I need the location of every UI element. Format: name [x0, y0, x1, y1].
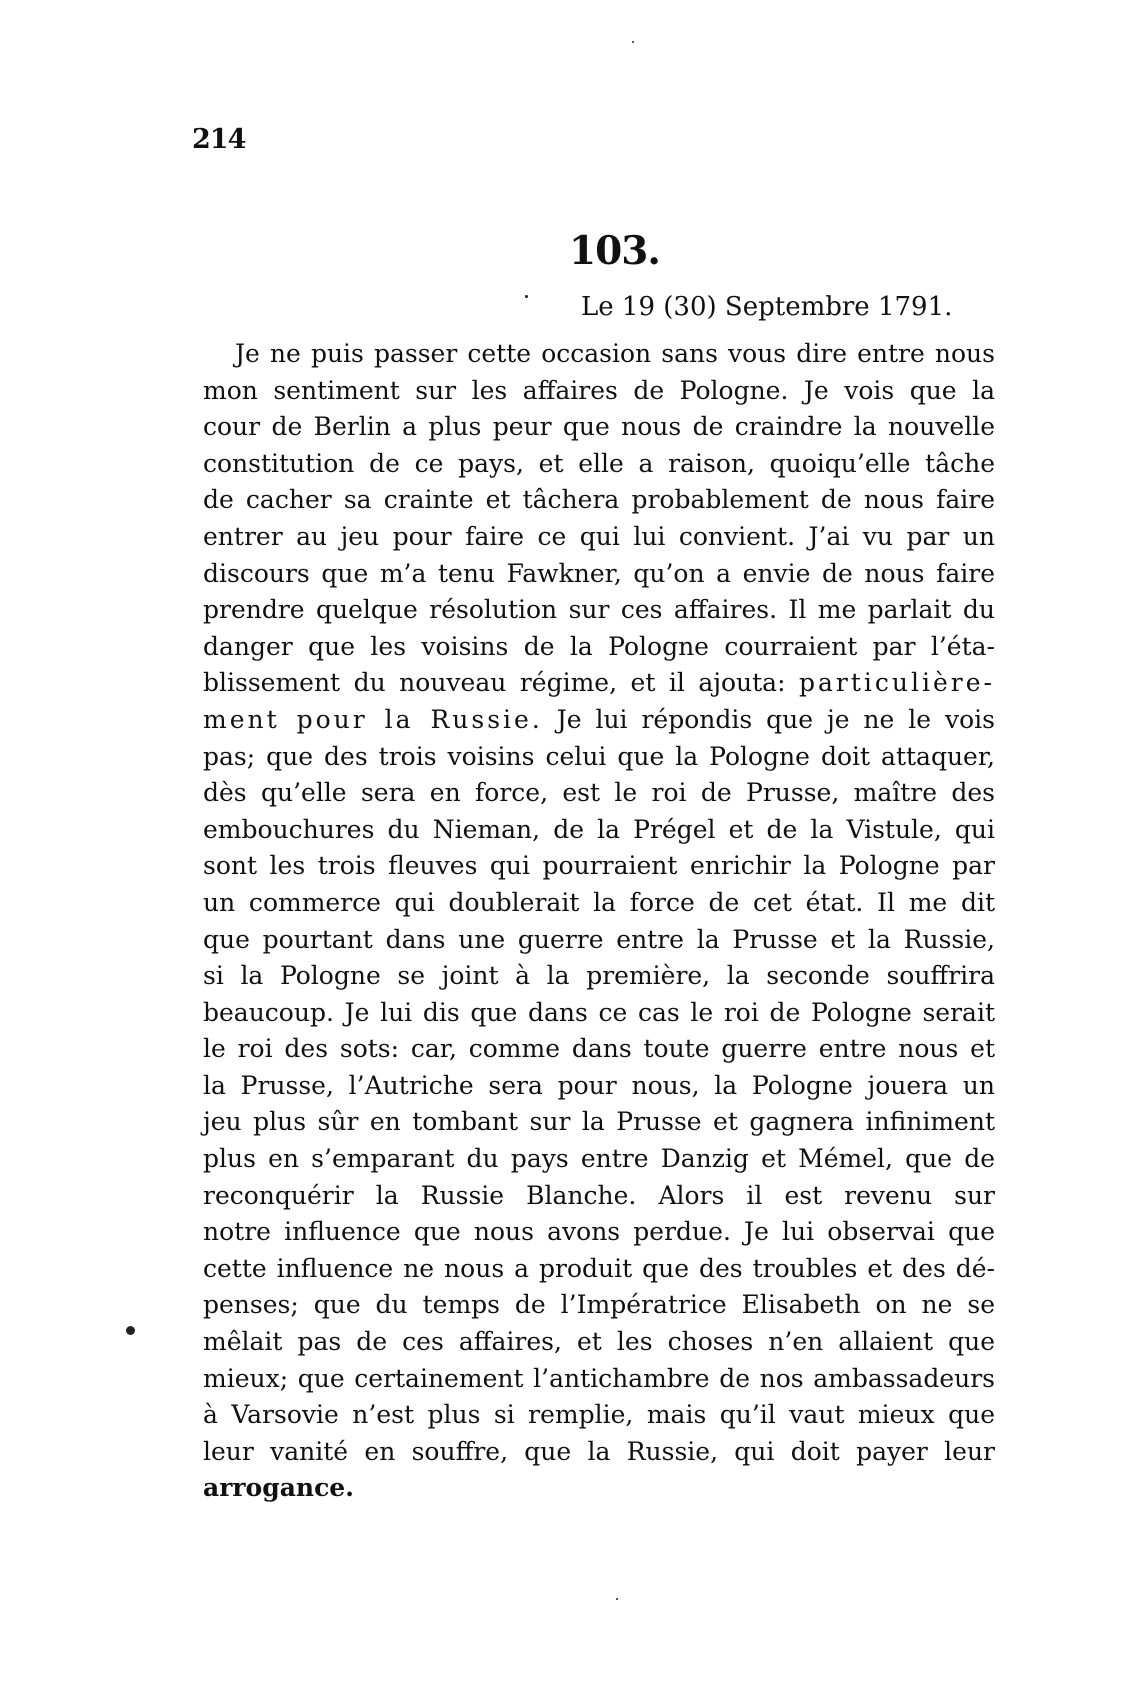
spaced-emphasis: ment pour la Russie. [203, 704, 543, 734]
body-line: Je ne puis passer cette occasion sans vous dire entre nous [235, 339, 995, 368]
body-line-segment: blissement du nouveau régime, et il ajouta: [203, 668, 786, 698]
body-line: prendre quelque résolution sur ces affaires. Il me parlait du [203, 595, 995, 625]
body-line: un commerce qui doublerait la force de cet état. Il me dit [203, 887, 995, 917]
body-line-last: arrogance. [203, 1473, 354, 1503]
body-line: discours que m’a tenu Fawkner, qu’on a envie de nous faire [203, 558, 995, 588]
body-line: reconquérir la Russie Blanche. Alors il est revenu sur [203, 1180, 995, 1210]
letter-body [203, 336, 995, 1507]
body-line: que pourtant dans une guerre entre la Prusse et la Russie, [203, 924, 995, 954]
letter-date: Le 19 (30) Septembre 1791. [581, 292, 953, 322]
page-number: 214 [192, 124, 246, 155]
body-line: notre influence que nous avons perdue. Je lui observai que [203, 1217, 995, 1247]
body-line: pas; que des trois voisins celui que la Pologne doit attaquer, [203, 741, 995, 771]
body-line: sont les trois fleuves qui pourraient enrichir la Pologne par [203, 851, 995, 881]
ink-speck [525, 295, 528, 298]
ink-speck [632, 41, 634, 43]
body-line: leur vanité en souffre, que la Russie, qui doit payer leur [203, 1436, 995, 1466]
body-line: embouchures du Nieman, de la Prégel et de la Vistule, qui [203, 814, 995, 844]
body-line: de cacher sa crainte et tâchera probablement de nous faire [203, 485, 995, 515]
body-line: cour de Berlin a plus peur que nous de craindre la nouvelle [203, 412, 995, 442]
margin-ink-mark [126, 1326, 135, 1335]
body-line: danger que les voisins de la Pologne courraient par l’éta- [203, 631, 995, 661]
body-line: mieux; que certainement l’antichambre de nos ambassadeurs [203, 1363, 995, 1393]
body-line-segment: Je lui répondis que je ne le vois [556, 704, 995, 734]
body-line: constitution de ce pays, et elle a raison, quoiqu’elle tâche [203, 448, 995, 478]
body-line: cette influence ne nous a produit que des troubles et des dé- [203, 1253, 995, 1283]
ink-speck [616, 1598, 618, 1600]
body-line: entrer au jeu pour faire ce qui lui convient. J’ai vu par un [203, 521, 995, 551]
spaced-emphasis: particulière- [799, 668, 995, 698]
body-line: dès qu’elle sera en force, est le roi de Prusse, maître des [203, 778, 995, 808]
letter-number: 103. [569, 228, 660, 274]
body-line: mon sentiment sur les affaires de Pologne. Je vois que la [203, 375, 995, 405]
body-line: la Prusse, l’Autriche sera pour nous, la Pologne jouera un [203, 1070, 995, 1100]
body-line: plus en s’emparant du pays entre Danzig et Mémel, que de [203, 1144, 995, 1174]
body-line: jeu plus sûr en tombant sur la Prusse et gagnera infiniment [203, 1107, 995, 1137]
body-line: si la Pologne se joint à la première, la seconde souffrira [203, 961, 995, 991]
body-line-with-emphasis [203, 665, 995, 702]
body-line: penses; que du temps de l’Impératrice Elisabeth on ne se [203, 1290, 995, 1320]
body-line: mêlait pas de ces affaires, et les choses n’en allaient que [203, 1327, 995, 1357]
body-line: à Varsovie n’est plus si remplie, mais qu’il vaut mieux que [203, 1400, 995, 1430]
body-line: beaucoup. Je lui dis que dans ce cas le roi de Pologne serait [203, 997, 995, 1027]
body-line-with-emphasis [203, 702, 995, 739]
body-line: le roi des sots: car, comme dans toute guerre entre nous et [203, 1034, 995, 1064]
